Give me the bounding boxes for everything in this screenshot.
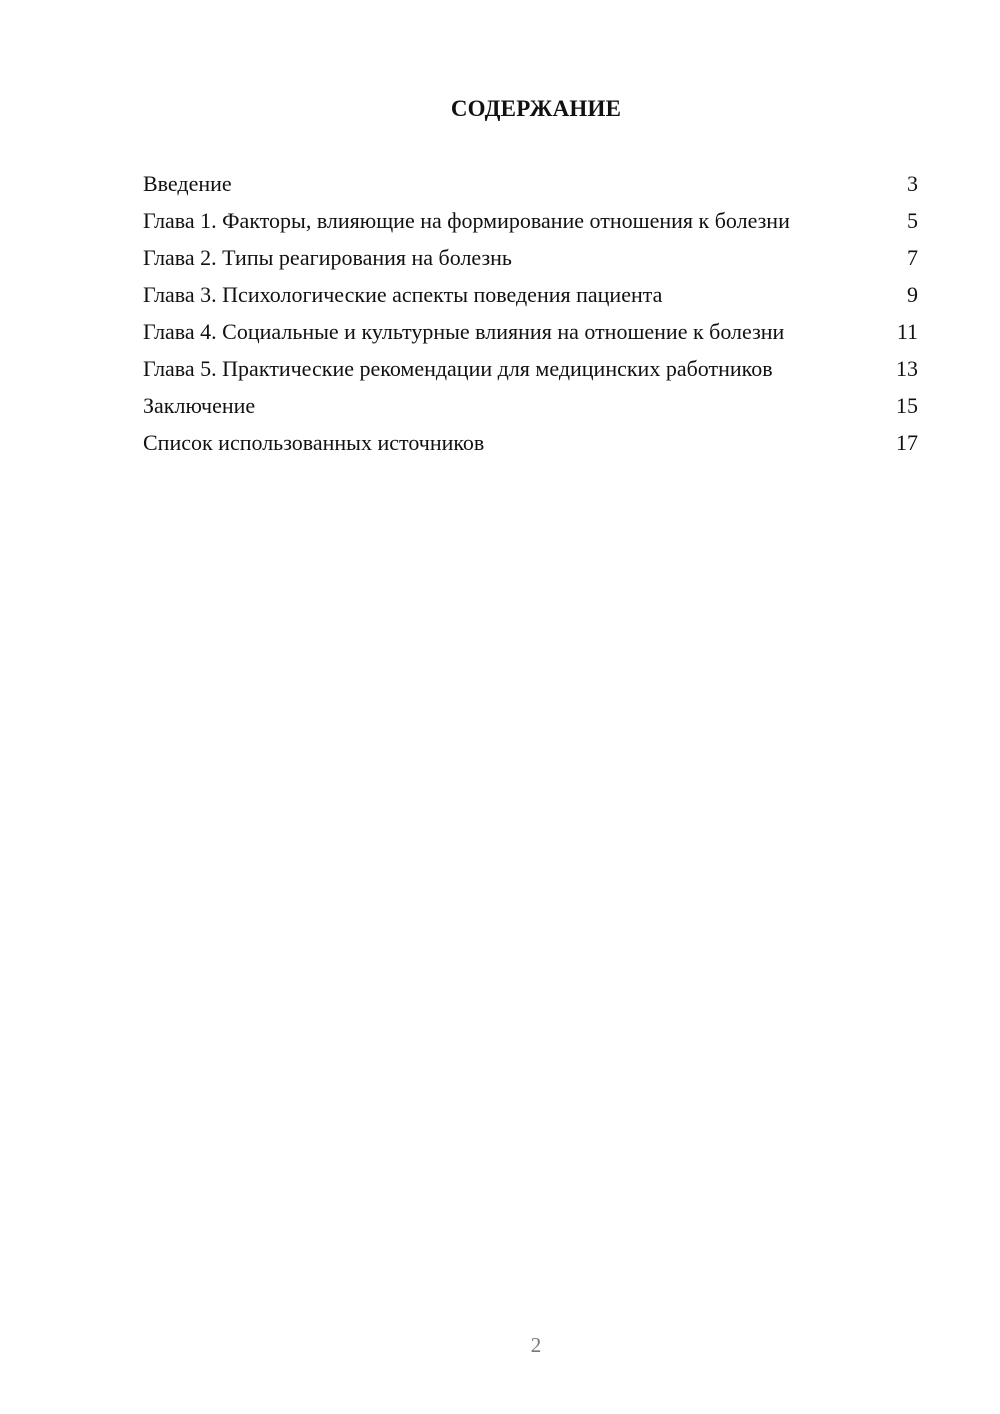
table-of-contents (143, 170, 918, 466)
toc-entry-page: 9 (907, 282, 918, 307)
page-number: 2 (530, 1333, 542, 1357)
toc-entry-label: Глава 4. Социальные и культурные влияния на отношение к болезни (143, 319, 785, 344)
toc-entry-label: Введение (143, 171, 232, 196)
toc-entry-chapter-3[interactable] (143, 281, 918, 308)
toc-entry-label: Глава 3. Психологические аспекты поведения пациента (143, 282, 663, 307)
toc-entry-introduction[interactable] (143, 170, 918, 197)
toc-entry-chapter-4[interactable] (143, 318, 918, 345)
toc-entry-references[interactable] (143, 429, 918, 456)
toc-entry-page: 3 (907, 171, 918, 196)
toc-entry-label: Список использованных источников (143, 430, 485, 455)
toc-entry-label: Глава 1. Факторы, влияющие на формирование отношения к болезни (143, 208, 790, 233)
toc-entry-label: Глава 5. Практические рекомендации для медицинских работников (143, 356, 773, 381)
page-title: СОДЕРЖАНИЕ (450, 96, 622, 121)
toc-entry-page: 13 (896, 356, 918, 381)
toc-entry-page: 17 (896, 430, 918, 455)
toc-entry-conclusion[interactable] (143, 392, 918, 419)
toc-entry-page: 7 (907, 245, 918, 270)
toc-entry-chapter-5[interactable] (143, 355, 918, 382)
toc-entry-page: 5 (907, 208, 918, 233)
toc-entry-page: 15 (896, 393, 918, 418)
toc-entry-label: Заключение (143, 393, 256, 418)
toc-entry-label: Глава 2. Типы реагирования на болезнь (143, 245, 512, 270)
toc-entry-page: 11 (896, 319, 918, 344)
toc-entry-chapter-2[interactable] (143, 244, 918, 271)
toc-entry-chapter-1[interactable] (143, 207, 918, 234)
